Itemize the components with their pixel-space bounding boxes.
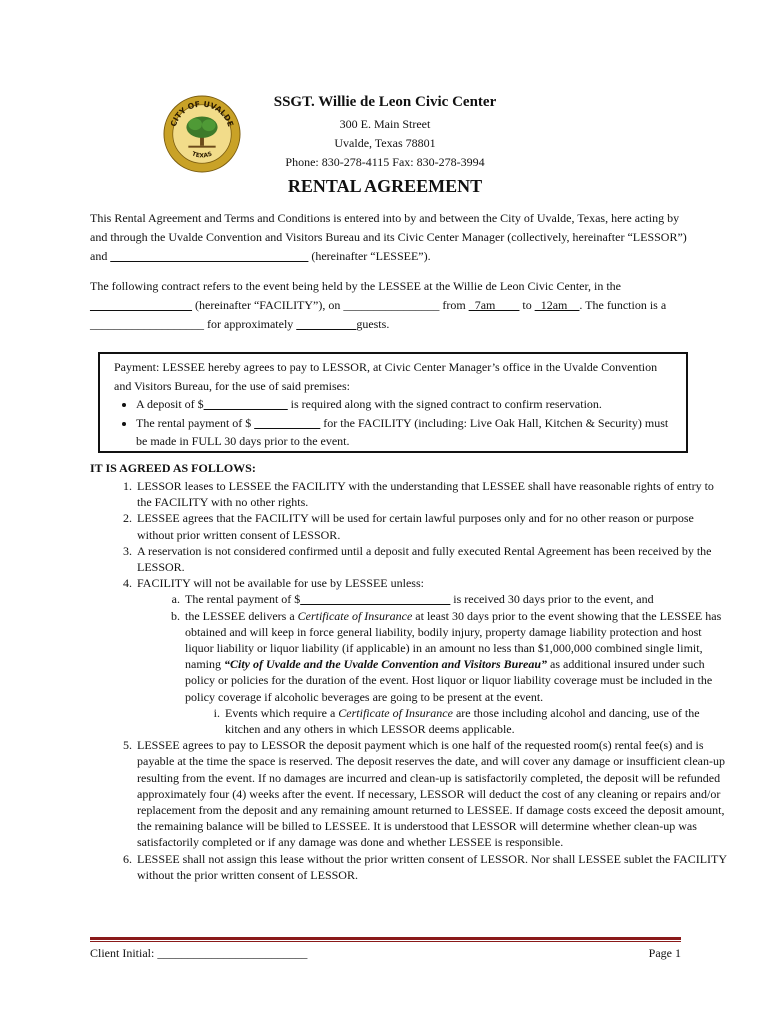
term-1: 1. LESSOR leases to LESSEE the FACILITY with the understanding that LESSEE shall have reasonable rights of entry to the FACILITY with no other rights. — [135, 478, 731, 510]
payment-list — [114, 395, 672, 451]
deposit-item: • A deposit of $______________ is required along with the signed contract to confirm reservation. — [136, 395, 672, 414]
term-6: 6. LESSEE shall not assign this lease without the prior written consent of LESSOR. Nor shall LESSEE sublet the FACILITY without the prior written consent of LESSOR. — [135, 851, 731, 883]
lessee-name-blank[interactable]: _________________________________ — [110, 249, 309, 263]
term-3: 3. A reservation is not considered confirmed until a deposit and fully executed Rental Agreement has been received by the LESSOR. — [135, 543, 731, 575]
client-initial[interactable]: Client Initial: _________________________ — [90, 946, 308, 960]
contract-paragraph: The following contract refers to the event being held by the LESSEE at the Willie de Leon Civic Center, in the _________________ (hereinafter “FACILITY”), on ________________ from _7am____ to _12am__. The function is a ___________________ for approximately __________guests. — [90, 279, 667, 331]
rental-item: • The rental payment of $ ___________ for the FACILITY (including: Live Oak Hall, Kitchen & Security) must be made in FULL 30 days prior to the event. — [136, 414, 672, 451]
guest-count-blank[interactable]: __________ — [296, 317, 357, 331]
document-title: RENTAL AGREEMENT — [287, 176, 483, 196]
term-4a: a. The rental payment of $_________________________ is received 30 days prior to the event, and — [183, 591, 731, 607]
end-time-blank[interactable]: _12am__ — [534, 298, 580, 312]
deposit-amount-blank[interactable]: ______________ — [203, 397, 288, 411]
phone-line: Phone: 830-278-4115 Fax: 830-278-3994 — [285, 155, 485, 169]
footer-rule-thin — [90, 941, 681, 942]
seal-top-text: CITY OF UVALDE — [168, 99, 236, 128]
facility-name: SSGT. Willie de Leon Civic Center — [273, 94, 497, 110]
payment-intro: Payment: LESSEE hereby agrees to pay to LESSOR, at Civic Center Manager’s office in the Uvalde Convention and Visitors Bureau, for the use of said premises: — [114, 360, 658, 393]
start-time-blank[interactable]: _7am____ — [468, 298, 520, 312]
agreed-heading: IT IS AGREED AS FOLLOWS: — [90, 461, 256, 475]
seal-bottom-text: TEXAS — [190, 151, 214, 160]
term-4b: b. the LESSEE delivers a Certificate of Insurance at least 30 days prior to the event showing that the LESSEE has obtained and will keep in force general liability, bodily injury, property damage liability protection and host liquor liability or liquor liability (if applicable) in an amount no less than $1,000,000 combined single limit, naming “City of Uvalde and the Uvalde Convention and Visitors Bureau” as additional insured under such policy or policies for the duration of the event. Host liquor or liquor liability coverage must be included in the policy coverage if alcoholic beverages are going to be present at the event. i. Events which require a Certificate of Insurance are those including alcohol and dancing, use of the kitchen and any others in which LESSOR deems applicable. — [183, 608, 731, 738]
location-blank-2[interactable]: _______________ — [102, 298, 192, 312]
term-2: 2. LESSEE agrees that the FACILITY will be used for certain lawful purposes only and for no other reason or purpose without prior written consent of LESSOR. — [135, 510, 731, 542]
page-number: Page 1 — [648, 946, 681, 960]
header-block — [200, 94, 570, 172]
rental-payment-blank[interactable]: _________________________ — [300, 592, 451, 607]
payment-box — [98, 352, 688, 453]
location-blank-1[interactable]: __ — [90, 298, 102, 312]
term-4b-i: i. Events which require a Certificate of Insurance are those including alcohol and dancing, use of the kitchen and any others in which LESSOR deems applicable. — [223, 705, 731, 737]
term-4: 4. FACILITY will not be available for use by LESSEE unless: a. The rental payment of $_________________________ is received 30 days prior to the event, and b. the LESSEE delivers a Certificate of Insurance at least 30 days prior to the event showing that the LESSEE has obtained and will keep in force general liability, bodily injury, property damage liability protection and host liquor liability or liquor liability (if applicable) in an amount no less than $1,000,000 combined single limit, naming “City of Uvalde and the Uvalde Convention and Visitors Bureau” as additional insured under such policy or policies for the duration of the event. Host liquor or liquor liability coverage must be included in the policy coverage if alcoholic beverages are going to be present at the event. i. Events which require a Certificate of Insurance are those including alcohol and dancing, use of the kitchen and any others in which LESSOR deems applicable. — [135, 575, 731, 737]
rental-amount-blank[interactable]: ___________ — [254, 415, 321, 430]
term-5: 5. LESSEE agrees to pay to LESSOR the deposit payment which is one half of the requested room(s) rental fee(s) and is payable at the time the space is reserved. The deposit reserves the date, and will cover any damage or insufficient clean-up resulting from the event. If no damages are incurred and clean-up is satisfactorily completed, the deposit will be refunded approximately four (4) weeks after the event. If necessary, LESSOR will deduct the cost of any cleaning or repairs and/or replacement from the deposit and any remaining amount returned to LESSEE. If damage costs exceed the deposit amount, the remaining balance will be billed to LESSEE. It is understood that LESSOR will determine whether clean-up was satisfactorily completed or if any damage was done and whether LESSEE is responsible. — [135, 737, 731, 850]
terms-list — [90, 478, 731, 883]
intro-paragraph: This Rental Agreement and Terms and Conditions is entered into by and between the City of Uvalde, Texas, here acting by and through the Uvalde Convention and Visitors Bureau and its Civic Center Manager (collectively, hereinafter “LESSOR”) and _________________________________ (hereinafter “LESSEE”). — [90, 211, 687, 263]
address-line-2: Uvalde, Texas 78801 — [334, 136, 436, 150]
term-4-sublist — [137, 591, 731, 737]
address-line-1: 300 E. Main Street — [339, 117, 431, 131]
footer-rule-thick — [90, 937, 681, 940]
term-4b-sublist — [185, 705, 731, 737]
